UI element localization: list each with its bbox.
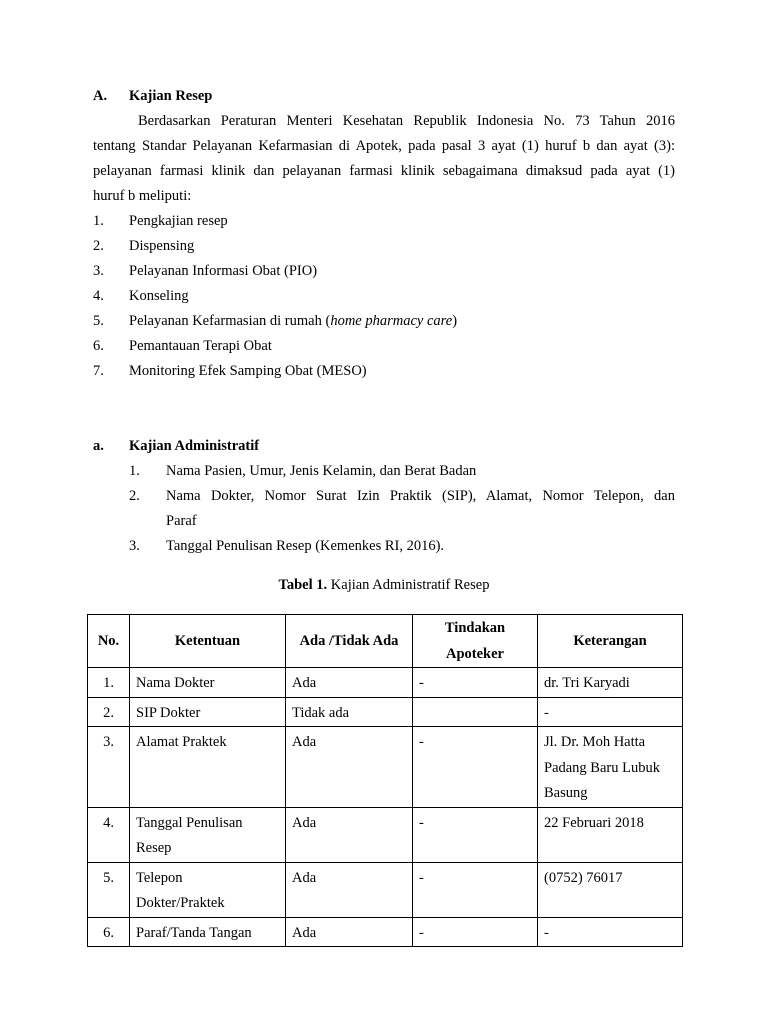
list-item: Pengkajian resep: [129, 213, 228, 229]
sublist-item-number: 2.: [129, 488, 140, 504]
table-row: [88, 697, 683, 727]
list-item: Dispensing: [129, 238, 195, 254]
cell-keterangan: -: [538, 697, 683, 727]
administrative-review-table: [87, 614, 683, 947]
cell-tindakan: [413, 697, 538, 727]
list-item-text: Pelayanan Kefarmasian di rumah (: [129, 313, 331, 329]
table-caption-text: Kajian Administratif Resep: [327, 577, 490, 593]
sublist-item: Nama Dokter, Nomor Surat Izin Praktik (SIP), Alamat, Nomor Telepon, dan: [166, 488, 675, 504]
cell-ketentuan-line: Tanggal Penulisan: [136, 814, 243, 831]
list-item-number: 5.: [93, 313, 104, 329]
list-item-text-end: ): [452, 313, 458, 329]
cell-keterangan-line: Padang Baru Lubuk: [544, 759, 660, 776]
list-item-number: 6.: [93, 338, 104, 354]
table-row: [88, 727, 683, 808]
list-item: Pemantauan Terapi Obat: [129, 338, 272, 354]
cell-no: 2.: [88, 697, 130, 727]
table-caption-label: Tabel 1.: [278, 577, 328, 593]
cell-tindakan: -: [413, 917, 538, 947]
cell-ada: Ada: [286, 917, 413, 947]
cell-no: 4.: [88, 807, 130, 862]
header-ada: Ada /Tidak Ada: [286, 615, 413, 668]
cell-ketentuan: [130, 862, 286, 917]
cell-tindakan: -: [413, 668, 538, 698]
table-row: [88, 807, 683, 862]
list-item-number: 1.: [93, 213, 104, 229]
paragraph-line-3: pelayanan farmasi klinik dan pelayanan farmasi klinik sebagaimana dimaksud pada ayat (1): [93, 163, 675, 179]
cell-ketentuan-line: Dokter/Praktek: [136, 895, 225, 911]
cell-no: 1.: [88, 668, 130, 698]
list-item: Konseling: [129, 288, 189, 304]
cell-tindakan: -: [413, 862, 538, 917]
cell-ketentuan-line: Resep: [136, 840, 172, 856]
header-keterangan: Keterangan: [538, 615, 683, 668]
list-item-italic-term: home pharmacy care: [330, 313, 453, 329]
section-b-title: Kajian Administratif: [129, 438, 260, 454]
cell-ada: Ada: [286, 862, 413, 917]
list-item-number: 3.: [93, 263, 104, 279]
cell-keterangan: [538, 727, 683, 808]
paragraph-line-2: tentang Standar Pelayanan Kefarmasian di Apotek, pada pasal 3 ayat (1) huruf b dan ayat (3):: [93, 138, 675, 154]
list-item-number: 7.: [93, 363, 104, 379]
cell-ada: Ada: [286, 807, 413, 862]
cell-keterangan: -: [538, 917, 683, 947]
list-item-number: 4.: [93, 288, 104, 304]
header-tindakan: [413, 615, 538, 668]
sublist-item-number: 1.: [129, 463, 140, 479]
header-ketentuan: Ketentuan: [130, 615, 286, 668]
table-row: [88, 862, 683, 917]
cell-tindakan: -: [413, 807, 538, 862]
cell-ada: Ada: [286, 668, 413, 698]
sublist-item-number: 3.: [129, 538, 140, 554]
cell-ketentuan: Alamat Praktek: [130, 727, 286, 808]
list-item: Monitoring Efek Samping Obat (MESO): [129, 363, 367, 379]
cell-ketentuan-line: Telepon: [136, 869, 183, 886]
cell-ketentuan: SIP Dokter: [130, 697, 286, 727]
header-tindakan-line-2: Apoteker: [446, 646, 504, 662]
section-a-title: Kajian Resep: [129, 88, 213, 104]
cell-ketentuan: Nama Dokter: [130, 668, 286, 698]
section-a-letter: A.: [93, 88, 108, 104]
table-caption: [0, 575, 768, 595]
cell-keterangan-line: Basung: [544, 785, 588, 801]
cell-tindakan: -: [413, 727, 538, 808]
cell-no: 3.: [88, 727, 130, 808]
cell-ketentuan: Paraf/Tanda Tangan: [130, 917, 286, 947]
table-header-row: [88, 615, 683, 668]
table-row: [88, 917, 683, 947]
sublist-item: Nama Pasien, Umur, Jenis Kelamin, dan Berat Badan: [166, 463, 477, 479]
cell-ketentuan: [130, 807, 286, 862]
cell-ada: Tidak ada: [286, 697, 413, 727]
cell-ada: Ada: [286, 727, 413, 808]
header-no: No.: [88, 615, 130, 668]
cell-keterangan: 22 Februari 2018: [538, 807, 683, 862]
cell-no: 6.: [88, 917, 130, 947]
paragraph-line-1: Berdasarkan Peraturan Menteri Kesehatan Republik Indonesia No. 73 Tahun 2016: [138, 113, 675, 129]
section-b-letter: a.: [93, 438, 104, 454]
cell-no: 5.: [88, 862, 130, 917]
paragraph-line-4: huruf b meliputi:: [93, 188, 192, 204]
sublist-item-continued: Paraf: [166, 513, 197, 529]
list-item: [129, 311, 457, 331]
cell-keterangan: (0752) 76017: [538, 862, 683, 917]
sublist-item: Tanggal Penulisan Resep (Kemenkes RI, 2016).: [166, 538, 445, 554]
table-row: [88, 668, 683, 698]
cell-keterangan-line: Jl. Dr. Moh Hatta: [544, 734, 646, 750]
list-item: Pelayanan Informasi Obat (PIO): [129, 263, 318, 279]
cell-keterangan: dr. Tri Karyadi: [538, 668, 683, 698]
list-item-number: 2.: [93, 238, 104, 254]
header-tindakan-line-1: Tindakan: [444, 620, 506, 636]
